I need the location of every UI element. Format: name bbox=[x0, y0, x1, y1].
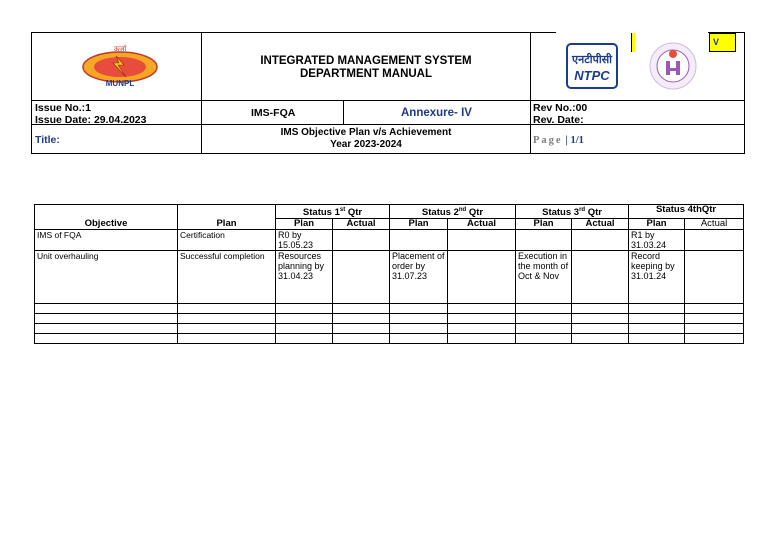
company-emblem bbox=[648, 41, 698, 91]
q4-header: Status 4thQtr bbox=[629, 205, 744, 219]
cell-objective: IMS of FQA bbox=[35, 230, 178, 251]
table-row bbox=[35, 230, 744, 251]
document-title bbox=[202, 127, 530, 151]
cell-q1-plan: R0 by 15.05.23 bbox=[276, 230, 333, 251]
q3-plan-header: Plan bbox=[516, 219, 572, 230]
issue-no: Issue No.:1 bbox=[35, 102, 92, 114]
munpl-logo bbox=[80, 43, 160, 89]
table-row bbox=[35, 251, 744, 304]
doc-title-line-1: IMS Objective Plan v/s Achievement bbox=[280, 127, 452, 138]
page-number bbox=[533, 134, 584, 147]
cell-q3-actual bbox=[572, 230, 629, 251]
cell-q4-plan: R1 by 31.03.24 bbox=[629, 230, 685, 251]
cell-q1-plan: Resources planning by 31.04.23 bbox=[276, 251, 333, 304]
col-objective-header: Objective bbox=[35, 205, 178, 230]
ntpc-logo bbox=[566, 43, 618, 89]
issue-info bbox=[35, 102, 147, 126]
q3-actual-header: Actual bbox=[572, 219, 629, 230]
page-title bbox=[202, 55, 530, 81]
cell-objective: Unit overhauling bbox=[35, 251, 178, 304]
q1-plan-header: Plan bbox=[276, 219, 333, 230]
corner-mark: V bbox=[709, 33, 736, 52]
document-header bbox=[31, 32, 745, 154]
title-label: Title: bbox=[35, 134, 60, 146]
svg-text:ऊर्जा: ऊर्जा bbox=[113, 45, 127, 53]
q1-header: Status 1st Qtr bbox=[276, 205, 390, 219]
cell-q1-actual bbox=[333, 230, 390, 251]
table-row-empty bbox=[35, 304, 744, 314]
q3-header: Status 3rd Qtr bbox=[516, 205, 629, 219]
cell-q4-plan: Record keeping by 31.01.24 bbox=[629, 251, 685, 304]
page-value: 1/1 bbox=[570, 135, 584, 146]
doc-title-line-2: Year 2023-2024 bbox=[330, 139, 402, 150]
emblem-icon bbox=[648, 41, 698, 91]
cell-q2-plan bbox=[390, 230, 448, 251]
cell-plan: Successful completion bbox=[178, 251, 276, 304]
cell-q4-actual bbox=[685, 230, 744, 251]
cell-q4-actual bbox=[685, 251, 744, 304]
cell-q2-actual bbox=[448, 230, 516, 251]
cell-q3-actual bbox=[572, 251, 629, 304]
page-label: Page bbox=[533, 135, 563, 146]
q1-actual-header: Actual bbox=[333, 219, 390, 230]
cell-q2-plan: Placement of order by 31.07.23 bbox=[390, 251, 448, 304]
annexure-label: Annexure- IV bbox=[401, 107, 472, 119]
q2-plan-header: Plan bbox=[390, 219, 448, 230]
page-separator: | bbox=[565, 135, 571, 146]
q2-actual-header: Actual bbox=[448, 219, 516, 230]
ntpc-logo-graphic bbox=[566, 43, 618, 89]
title-line-1: INTEGRATED MANAGEMENT SYSTEM bbox=[260, 55, 472, 67]
table-header-row-1 bbox=[35, 205, 744, 219]
cell-q1-actual bbox=[333, 251, 390, 304]
cell-q2-actual bbox=[448, 251, 516, 304]
col-plan-header: Plan bbox=[178, 205, 276, 230]
ntpc-logo-hindi: एनटीपीसी bbox=[572, 53, 612, 66]
munpl-logo-text: MUNPL bbox=[105, 79, 135, 88]
doc-code: IMS-FQA bbox=[251, 107, 296, 119]
q2-header: Status 2nd Qtr bbox=[390, 205, 516, 219]
issue-date: Issue Date: 29.04.2023 bbox=[35, 114, 147, 126]
cell-q3-plan: Execution in the month of Oct & Nov bbox=[516, 251, 572, 304]
munpl-logo-graphic bbox=[80, 43, 160, 89]
table-row-empty bbox=[35, 314, 744, 324]
ntpc-logo-text: NTPC bbox=[574, 68, 610, 83]
rev-no: Rev No.:00 bbox=[533, 102, 588, 114]
highlight-bar bbox=[631, 33, 635, 52]
revision-info bbox=[533, 102, 587, 126]
cell-plan: Certification bbox=[178, 230, 276, 251]
objectives-table bbox=[34, 204, 744, 344]
cell-q3-plan bbox=[516, 230, 572, 251]
q4-actual-header: Actual bbox=[685, 219, 744, 230]
q4-plan-header: Plan bbox=[629, 219, 685, 230]
table-row-empty bbox=[35, 334, 744, 344]
rev-date: Rev. Date: bbox=[533, 114, 584, 126]
title-line-2: DEPARTMENT MANUAL bbox=[299, 68, 433, 80]
table-row-empty bbox=[35, 324, 744, 334]
